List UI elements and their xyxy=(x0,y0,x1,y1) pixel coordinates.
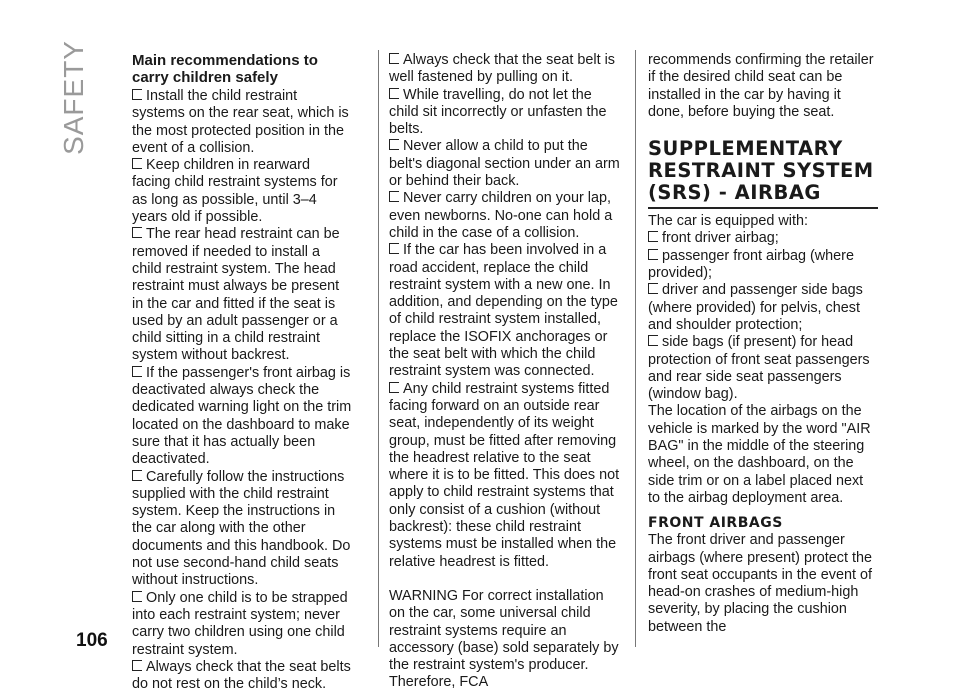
section-title: SAFETY xyxy=(58,40,89,155)
paragraph: The car is equipped with: xyxy=(648,213,808,230)
list-item: passenger front airbag (where provided); xyxy=(648,248,878,283)
list-item: Any child restraint systems fitted facing forward on an outside rear seat, independently of its weight group, must be fitted after removing the headrest relative to the seat where it is to be fitted. This does not apply to child restraint systems that only consist of a cushion (without backrest): these child restraint systems must be installed when the relative headrest is fitted. xyxy=(389,380,620,570)
list-item: If the car has been involved in a road accident, replace the child restraint system with a new one. In addition, and depending on the type of child restraint system installed, replace the ISOFIX anchorages or the seat belt with which the child restraint system was connected. xyxy=(389,242,621,380)
subsection-heading: FRONT AIRBAGS xyxy=(648,515,783,532)
list-item: front driver airbag; xyxy=(648,230,878,247)
list-item: Never carry children on your lap, even newborns. No-one can hold a child in the case of a collision. xyxy=(389,190,621,242)
list-item: Carefully follow the instructions supplied with the child restraint system. Keep the instructions in the car along with the other documents and this handbook. Do not use second-hand child seats without instructions. xyxy=(132,468,351,589)
chapter-heading: SUPPLEMENTARY RESTRAINT SYSTEM (SRS) - AIRBAG xyxy=(648,138,878,209)
paragraph: The front driver and passenger airbags (where present) protect the front seat occupants in the event of head-on crashes of medium-high severity, by placing the cushion between the xyxy=(648,532,872,635)
column-3 xyxy=(648,52,878,636)
paragraph: The location of the airbags on the vehicle is marked by the word "AIR BAG" in the middle of the steering wheel, on the dashboard, on the side trim or on a label placed next to the airbag deployment area. xyxy=(648,403,871,506)
list-item: Keep children in rearward facing child restraint systems for as long as possible, until 3–4 years old if possible. xyxy=(132,157,352,226)
column-divider xyxy=(378,50,379,647)
list-item: If the passenger's front airbag is deactivated always check the dedicated warning light on the trim located on the dashboard to make sure that it has actually been deactivated. xyxy=(132,364,352,468)
list-item: While travelling, do not let the child sit incorrectly or unfasten the belts. xyxy=(389,87,621,139)
section-heading: Main recommendations to carry children safely xyxy=(132,52,318,86)
list-item: side bags (if present) for head protection of front seat passengers and rear side seat passengers (window bag). xyxy=(648,334,878,403)
page-number: 106 xyxy=(76,630,108,651)
warning-text: WARNING For correct installation on the car, some universal child restraint systems require an accessory (base) sold separately by the restraint system's producer. Therefore, FCA xyxy=(389,587,619,691)
column-divider xyxy=(635,50,636,647)
list-item: Install the child restraint systems on the rear seat, which is the most protected position in the event of a collision. xyxy=(132,88,352,157)
column-1 xyxy=(132,52,352,693)
list-item: Only one child is to be strapped into each restraint system; never carry two children using one child restraint system. xyxy=(132,590,352,659)
list-item: Always check that the seat belt is well fastened by pulling on it. xyxy=(389,52,621,87)
list-item: Always check that the seat belts do not rest on the child’s neck. xyxy=(132,658,351,693)
paragraph: recommends confirming the retailer if the desired child seat can be installed in the car by having it done, before buying the seat. xyxy=(648,52,874,120)
list-item: Never allow a child to put the belt's diagonal section under an arm or behind their back. xyxy=(389,138,620,190)
list-item: driver and passenger side bags (where provided) for pelvis, chest and shoulder protection; xyxy=(648,282,878,334)
list-item: The rear head restraint can be removed if needed to install a child restraint system. The head restraint must always be present in the car and fitted if the seat is used by an adult passenger or a child sitting in a child restraint system without backrest. xyxy=(132,226,352,364)
column-2 xyxy=(389,52,621,692)
